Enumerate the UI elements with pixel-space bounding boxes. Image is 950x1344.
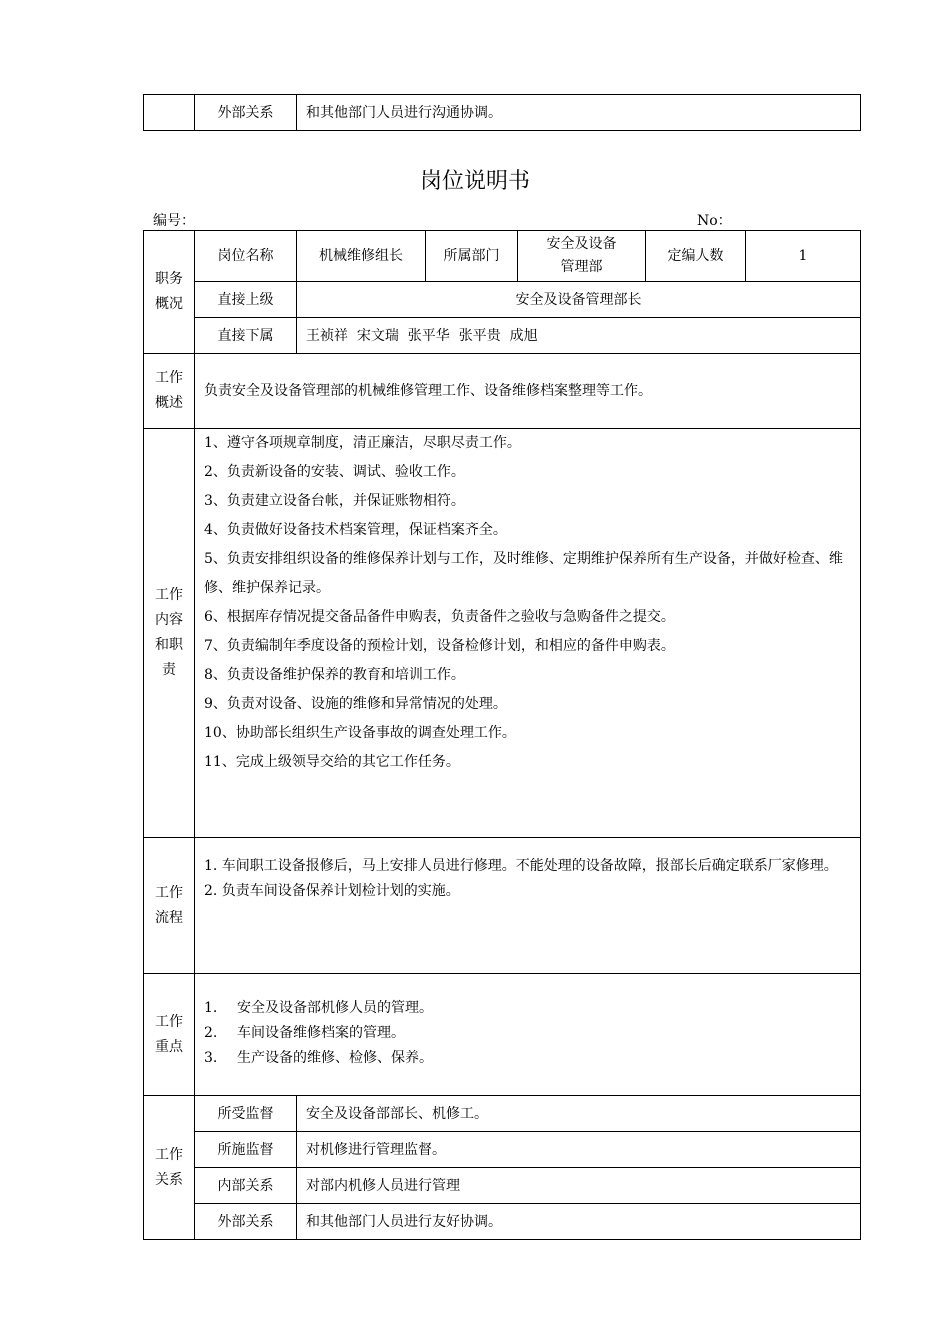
relation-label: 所施监督 — [195, 1132, 297, 1168]
flow-item: 1. 车间职工设备报修后，马上安排人员进行修理。不能处理的设备故障，报部长后确定联系厂家修理。 — [204, 858, 838, 874]
relation-value: 安全及设备部部长、机修工。 — [297, 1096, 861, 1132]
headcount-label: 定编人数 — [646, 231, 746, 282]
duties-label: 工作 内容 和职 责 — [144, 429, 195, 838]
code-label: 编号： — [153, 213, 195, 229]
summary-text: 负责安全及设备管理部的机械维修管理工作、设备维修档案整理等工作。 — [195, 354, 861, 429]
previous-page-table — [143, 94, 861, 131]
duty-item: 4、负责做好设备技术档案管理，保证档案齐全。 — [204, 522, 507, 538]
focus-label: 工作 重点 — [144, 974, 195, 1096]
relation-label: 所受监督 — [195, 1096, 297, 1132]
relation-value: 对部内机修人员进行管理 — [297, 1168, 861, 1204]
focus-item: 3. 生产设备的维修、检修、保养。 — [204, 1050, 433, 1066]
flow-list — [195, 838, 861, 974]
subordinate-label: 直接下属 — [195, 318, 297, 354]
focus-item: 2. 车间设备维修档案的管理。 — [204, 1025, 405, 1041]
duty-item: 6、根据库存情况提交备品备件申购表，负责备件之验收与急购备件之提交。 — [204, 609, 675, 625]
duty-item: 11、完成上级领导交给的其它工作任务。 — [204, 754, 460, 770]
post-name-value: 机械维修组长 — [297, 231, 426, 282]
duty-item: 1、遵守各项规章制度，清正廉洁，尽职尽责工作。 — [204, 435, 521, 451]
focus-item: 1. 安全及设备部机修人员的管理。 — [204, 1000, 433, 1016]
document-title: 岗位说明书 — [419, 169, 530, 194]
superior-label: 直接上级 — [195, 282, 297, 318]
focus-list — [195, 974, 861, 1096]
relation-value: 和其他部门人员进行友好协调。 — [297, 1204, 861, 1240]
relations-label: 工作 关系 — [144, 1096, 195, 1240]
relation-label: 外部关系 — [195, 1204, 297, 1240]
duty-item: 5、负责安排组织设备的维修保养计划与工作，及时维修、定期维护保养所有生产设备，并做好检查、维修、维护保养记录。 — [204, 551, 843, 596]
department-value: 安全及设备 管理部 — [518, 231, 646, 282]
overview-section-label: 职务 概况 — [144, 231, 195, 354]
number-label: No： — [697, 213, 732, 229]
duty-item: 10、协助部长组织生产设备事故的调查处理工作。 — [204, 725, 516, 741]
external-relation-label: 外部关系 — [195, 95, 297, 131]
external-relation-value: 和其他部门人员进行沟通协调。 — [297, 95, 861, 131]
duty-item: 8、负责设备维护保养的教育和培训工作。 — [204, 667, 465, 683]
department-label: 所属部门 — [426, 231, 518, 282]
duties-list — [195, 429, 861, 838]
duty-item: 3、负责建立设备台帐，并保证账物相符。 — [204, 493, 465, 509]
duty-item: 9、负责对设备、设施的维修和异常情况的处理。 — [204, 696, 507, 712]
superior-value: 安全及设备管理部长 — [297, 282, 861, 318]
flow-label: 工作 流程 — [144, 838, 195, 974]
duty-item: 7、负责编制年季度设备的预检计划，设备检修计划，和相应的备件申购表。 — [204, 638, 675, 654]
empty-cell — [144, 95, 195, 131]
flow-item: 2. 负责车间设备保养计划检计划的实施。 — [204, 883, 460, 899]
headcount-value: 1 — [746, 231, 861, 282]
summary-label: 工作 概述 — [144, 354, 195, 429]
job-description-table — [143, 230, 861, 1240]
relation-label: 内部关系 — [195, 1168, 297, 1204]
duty-item: 2、负责新设备的安装、调试、验收工作。 — [204, 464, 465, 480]
post-name-label: 岗位名称 — [195, 231, 297, 282]
relation-value: 对机修进行管理监督。 — [297, 1132, 861, 1168]
subordinate-value: 王祯祥 宋文瑞 张平华 张平贵 成旭 — [297, 318, 861, 354]
